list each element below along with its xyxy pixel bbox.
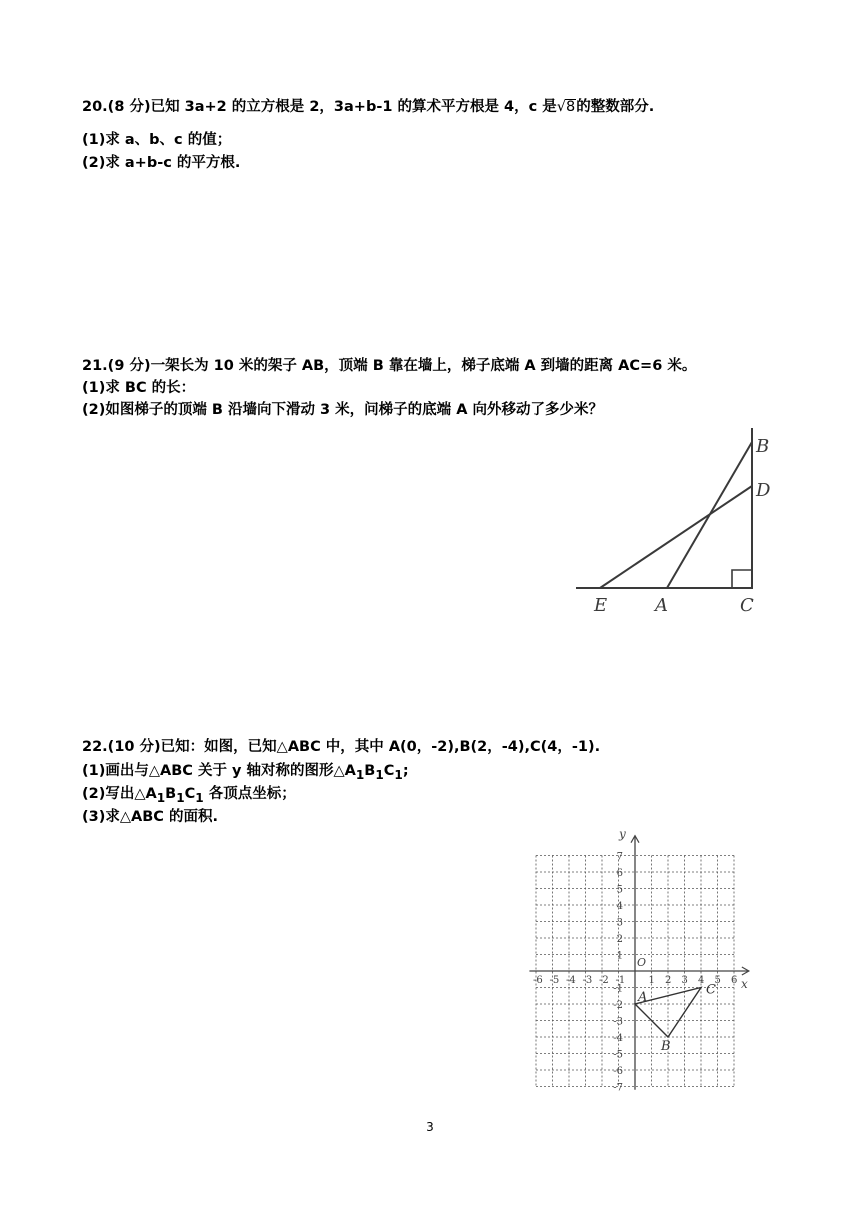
x-tick-label: -6 — [533, 975, 543, 986]
q21-part1: (1)求 BC 的长： — [82, 380, 196, 396]
sqrt-radicand: 8 — [566, 99, 576, 115]
x-tick-label: -2 — [599, 975, 609, 986]
x-tick-label: -4 — [566, 975, 576, 986]
origin-label: O — [637, 956, 647, 969]
x-tick-label: 1 — [648, 975, 655, 986]
x-tick-label: 3 — [681, 975, 688, 986]
y-tick-label: 5 — [616, 884, 623, 896]
label-b: B — [756, 436, 770, 457]
q22-title: 22.(10 分)已知：如图，已知△ABC 中，其中 A(0，-2),B(2，-4),C(4，-1). — [82, 739, 601, 755]
y-tick-label: -2 — [613, 1000, 623, 1011]
ladder-figure — [570, 420, 790, 620]
coordinate-grid — [515, 822, 765, 1100]
x-tick-label: 5 — [714, 975, 721, 986]
x-tick-label: -1 — [615, 975, 626, 986]
y-tick-label: -3 — [613, 1016, 623, 1028]
q20-title-text-a: 20.(8 分)已知 3a+2 的立方根是 2，3a+b-1 的算术平方根是 4，c 是 — [82, 99, 557, 115]
triangle-abc — [635, 983, 716, 1055]
q22-part1-text-d: ; — [402, 763, 409, 779]
q22-part1 — [82, 761, 409, 785]
x-tick-label: 6 — [731, 975, 738, 986]
q22-part1-text-c: C — [383, 763, 395, 779]
vertex-label-b: B — [661, 1039, 671, 1054]
y-tick-label: 6 — [616, 868, 623, 879]
q22-part2-text-d: 各顶点坐标； — [203, 786, 296, 802]
subscript-1: 1 — [375, 767, 384, 782]
q21-part2: (2)如图梯子的顶端 B 沿墙向下滑动 3 米，问梯子的底端 A 向外移动了多少米？ — [82, 402, 603, 418]
subscript-1: 1 — [394, 767, 403, 782]
label-a: A — [655, 595, 668, 616]
y-tick-label: 1 — [616, 950, 623, 962]
q22-part2 — [82, 784, 296, 808]
q20-part2: (2)求 a+b-c 的平方根. — [82, 155, 241, 171]
x-tick-label: 2 — [665, 975, 672, 986]
vertex-label-c: C — [706, 982, 716, 998]
y-tick-label: 7 — [616, 851, 623, 863]
q22-part2-text-b: B — [165, 786, 177, 802]
q22-part3: (3)求△ABC 的面积. — [82, 809, 218, 825]
y-tick-label: 2 — [616, 934, 623, 945]
q20-title-text-b: 的整数部分. — [576, 99, 655, 115]
q21-title: 21.(9 分)一架长为 10 米的架子 AB，顶端 B 靠在墙上，梯子底端 A 到墙的距离 AC=6 米。 — [82, 358, 697, 374]
q22-part2-text-a: (2)写出△A — [82, 786, 157, 802]
q22-part1-text-b: B — [364, 763, 376, 779]
y-tick-label: 3 — [616, 917, 623, 929]
q22-part1-text-a: (1)画出与△ABC 关于 y 轴对称的图形△A — [82, 763, 356, 779]
q20-part1: (1)求 a、b、c 的值； — [82, 132, 232, 148]
right-angle-mark — [732, 570, 752, 588]
y-tick-label: -1 — [613, 983, 623, 995]
q22-part2-text-c: C — [184, 786, 196, 802]
page-number: 3 — [426, 1120, 434, 1134]
x-tick-label: -5 — [549, 975, 560, 986]
y-axis-label: y — [619, 827, 626, 841]
label-d: D — [756, 480, 771, 501]
subscript-1: 1 — [195, 790, 204, 805]
label-e: E — [594, 595, 608, 616]
subscript-1: 1 — [156, 790, 166, 805]
x-tick-label: 4 — [698, 975, 705, 986]
y-tick-label: -4 — [613, 1033, 623, 1044]
label-c: C — [740, 595, 754, 616]
y-tick-label: -6 — [613, 1066, 623, 1077]
x-axis-label: x — [741, 977, 748, 991]
x-tick-label: -3 — [582, 975, 593, 986]
y-tick-label: -7 — [613, 1082, 623, 1094]
subscript-1: 1 — [176, 790, 185, 805]
q20-title: 20.(8 分)已知 3a+2 的立方根是 2，3a+b-1 的算术平方根是 4，c 是√8的整数部分. — [82, 99, 655, 115]
y-tick-label: 4 — [616, 901, 623, 912]
subscript-1: 1 — [355, 767, 365, 782]
vertex-label-a: A — [638, 990, 648, 1005]
y-tick-label: -5 — [613, 1049, 623, 1061]
